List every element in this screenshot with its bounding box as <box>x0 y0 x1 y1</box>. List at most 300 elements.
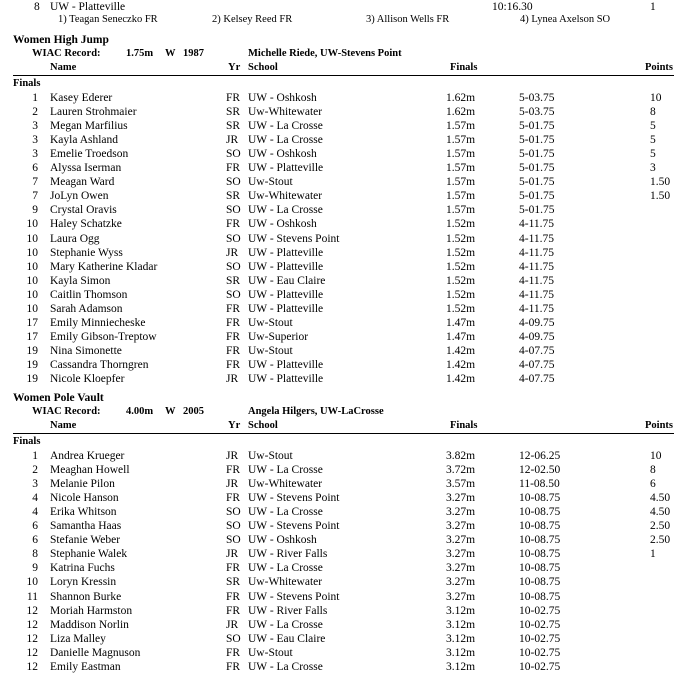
mark-metric: 3.12m <box>446 632 476 645</box>
record-year: 1987 <box>183 48 204 59</box>
mark-metric: 1.42m <box>446 373 476 385</box>
year: SO <box>226 288 241 301</box>
result-row <box>0 302 679 316</box>
points: 5 <box>650 134 656 147</box>
points: 10 <box>650 92 662 104</box>
mark-imperial: 4-07.75 <box>519 373 555 385</box>
athlete-name: Nina Simonette <box>50 344 122 357</box>
year: SR <box>226 274 241 287</box>
relay-member: 3) Allison Wells FR <box>366 14 450 25</box>
result-row <box>0 618 679 632</box>
points: 4.50 <box>650 492 671 505</box>
athlete-name: Samantha Haas <box>50 520 122 533</box>
mark-metric: 1.57m <box>446 176 476 189</box>
mark-imperial: 10-02.75 <box>519 618 561 631</box>
mark-metric: 3.27m <box>446 590 476 603</box>
points: 6 <box>650 478 656 491</box>
result-row <box>0 477 679 491</box>
year: JR <box>226 478 239 491</box>
school: UW - La Crosse <box>248 618 323 631</box>
points: 2.50 <box>650 534 671 547</box>
mark-imperial: 4-11.75 <box>519 288 555 301</box>
mark-imperial: 5-03.75 <box>519 92 555 104</box>
points: 5 <box>650 148 656 161</box>
athlete-name: Maddison Norlin <box>50 618 129 631</box>
col-points: Points <box>645 62 674 73</box>
athlete-name: Alyssa Iserman <box>50 162 122 175</box>
athlete-name: Nicole Kloepfer <box>50 373 125 385</box>
place: 7 <box>32 176 38 189</box>
result-row <box>0 217 679 231</box>
result-row <box>0 105 679 119</box>
athlete-name: Meagan Ward <box>50 176 115 189</box>
record-year: 2005 <box>183 406 204 417</box>
athlete-name: Caitlin Thomson <box>50 288 128 301</box>
year: JR <box>226 373 239 385</box>
place: 3 <box>32 478 38 491</box>
place: 10 <box>26 260 38 273</box>
school: Uw-Stout <box>248 316 293 329</box>
athlete-name: JoLyn Owen <box>50 190 109 203</box>
result-row <box>0 358 679 372</box>
mark-imperial: 10-08.75 <box>519 576 561 589</box>
result-row <box>0 119 679 133</box>
result-row <box>0 133 679 147</box>
mark-metric: 1.57m <box>446 134 476 147</box>
place: 19 <box>26 358 38 371</box>
athlete-name: Andrea Krueger <box>50 450 125 462</box>
mark-imperial: 10-08.75 <box>519 492 561 505</box>
result-row <box>0 288 679 302</box>
athlete-name: Erika Whitson <box>50 506 117 519</box>
col-finals: Finals <box>450 420 478 431</box>
mark-imperial: 5-03.75 <box>519 106 555 119</box>
mark-metric: 3.12m <box>446 604 476 617</box>
mark-imperial: 5-01.75 <box>519 134 555 147</box>
school: Uw-Stout <box>248 344 293 357</box>
school: UW - La Crosse <box>248 464 323 477</box>
relay-team: UW - Platteville <box>50 1 126 13</box>
year: SR <box>226 106 241 119</box>
col-yr: Yr <box>228 62 241 73</box>
record-label: WIAC Record: <box>32 406 101 417</box>
place: 12 <box>26 604 38 617</box>
mark-imperial: 10-08.75 <box>519 548 561 561</box>
mark-metric: 3.27m <box>446 576 476 589</box>
year: FR <box>226 590 241 603</box>
mark-metric: 3.27m <box>446 548 476 561</box>
school: Uw-Whitewater <box>248 576 323 589</box>
mark-imperial: 10-02.75 <box>519 632 561 645</box>
place: 10 <box>26 576 38 589</box>
mark-metric: 3.72m <box>446 464 476 477</box>
result-row <box>0 203 679 217</box>
record-holder: Michelle Riede, UW-Stevens Point <box>248 48 402 59</box>
place: 6 <box>32 534 38 547</box>
mark-imperial: 10-08.75 <box>519 562 561 575</box>
athlete-name: Katrina Fuchs <box>50 562 115 575</box>
place: 12 <box>26 618 38 631</box>
year: FR <box>226 162 241 175</box>
mark-metric: 3.27m <box>446 492 476 505</box>
athlete-name: Meaghan Howell <box>50 464 130 477</box>
year: JR <box>226 246 239 259</box>
points: 1.50 <box>650 190 671 203</box>
mark-imperial: 10-08.75 <box>519 534 561 547</box>
place: 12 <box>26 660 38 673</box>
school: UW - Platteville <box>248 162 324 175</box>
mark-imperial: 10-02.75 <box>519 660 561 673</box>
school: UW - Stevens Point <box>248 492 340 505</box>
place: 9 <box>32 562 38 575</box>
place: 7 <box>32 190 38 203</box>
athlete-name: Loryn Kressin <box>50 576 117 589</box>
event-title: Women High Jump <box>13 34 109 46</box>
mark-metric: 1.57m <box>446 162 476 175</box>
year: JR <box>226 450 239 462</box>
mark-metric: 1.52m <box>446 218 476 231</box>
result-row <box>0 519 679 533</box>
result-row <box>0 505 679 519</box>
athlete-name: Kayla Ashland <box>50 134 119 147</box>
school: UW - La Crosse <box>248 660 323 673</box>
record-mark: 4.00m <box>126 406 154 417</box>
year: SR <box>226 190 241 203</box>
col-name: Name <box>50 62 77 73</box>
place: 19 <box>26 373 38 385</box>
school: UW - La Crosse <box>248 562 323 575</box>
relay-member: 1) Teagan Seneczko FR <box>58 14 158 25</box>
mark-metric: 3.12m <box>446 646 476 659</box>
athlete-name: Stephanie Walek <box>50 548 128 561</box>
col-name: Name <box>50 420 77 431</box>
result-row <box>0 660 679 674</box>
school: UW - Platteville <box>248 246 324 259</box>
school: UW - Platteville <box>248 373 324 385</box>
mark-imperial: 4-11.75 <box>519 232 555 245</box>
mark-metric: 3.57m <box>446 478 476 491</box>
place: 8 <box>32 548 38 561</box>
school: UW - Stevens Point <box>248 520 340 533</box>
athlete-name: Emily Minniecheske <box>50 316 146 329</box>
place: 1 <box>32 450 38 462</box>
mark-metric: 1.47m <box>446 330 476 343</box>
school: UW - Stevens Point <box>248 232 340 245</box>
mark-metric: 1.52m <box>446 274 476 287</box>
athlete-name: Kasey Ederer <box>50 92 113 104</box>
year: FR <box>226 604 241 617</box>
athlete-name: Emily Gibson-Treptow <box>50 330 157 343</box>
mark-imperial: 5-01.75 <box>519 120 555 133</box>
athlete-name: Shannon Burke <box>50 590 122 603</box>
athlete-name: Laura Ogg <box>50 232 100 245</box>
points: 2.50 <box>650 520 671 533</box>
relay-time: 10:16.30 <box>492 1 533 13</box>
result-row <box>0 91 679 105</box>
athlete-name: Kayla Simon <box>50 274 111 287</box>
mark-imperial: 10-02.75 <box>519 604 561 617</box>
place: 11 <box>26 590 38 603</box>
points: 1.50 <box>650 176 671 189</box>
year: SR <box>226 576 241 589</box>
points: 8 <box>650 464 656 477</box>
relay-member: 4) Lynea Axelson SO <box>520 14 611 25</box>
place: 6 <box>32 520 38 533</box>
place: 3 <box>32 148 38 161</box>
place: 10 <box>26 232 38 245</box>
place: 4 <box>32 506 38 519</box>
mark-imperial: 11-08.50 <box>519 478 560 491</box>
mark-metric: 3.27m <box>446 562 476 575</box>
result-row <box>0 260 679 274</box>
result-row <box>0 533 679 547</box>
school: UW - Eau Claire <box>248 274 326 287</box>
record-code: W <box>165 48 176 59</box>
points: 10 <box>650 450 662 462</box>
mark-metric: 1.57m <box>446 204 476 217</box>
mark-imperial: 5-01.75 <box>519 204 555 217</box>
result-row <box>0 316 679 330</box>
mark-imperial: 10-08.75 <box>519 520 561 533</box>
year: FR <box>226 92 241 104</box>
athlete-name: Cassandra Thorngren <box>50 358 149 371</box>
year: JR <box>226 548 239 561</box>
record-mark: 1.75m <box>126 48 154 59</box>
section-label: Finals <box>13 436 41 447</box>
mark-imperial: 4-11.75 <box>519 274 555 287</box>
school: UW - La Crosse <box>248 204 323 217</box>
result-row <box>0 344 679 358</box>
mark-imperial: 4-11.75 <box>519 246 555 259</box>
place: 2 <box>32 106 38 119</box>
school: UW - La Crosse <box>248 134 323 147</box>
athlete-name: Danielle Magnuson <box>50 646 141 659</box>
result-row <box>0 646 679 660</box>
result-row <box>0 449 679 463</box>
school: UW - Platteville <box>248 302 324 315</box>
points: 3 <box>650 162 656 175</box>
mark-imperial: 4-11.75 <box>519 302 555 315</box>
relay-place: 8 <box>34 1 40 13</box>
school: Uw-Stout <box>248 646 293 659</box>
mark-metric: 1.52m <box>446 246 476 259</box>
school: UW - Oshkosh <box>248 148 317 161</box>
year: SR <box>226 120 241 133</box>
place: 2 <box>32 464 38 477</box>
place: 19 <box>26 344 38 357</box>
school: Uw-Stout <box>248 176 293 189</box>
school: UW - Oshkosh <box>248 92 317 104</box>
place: 3 <box>32 120 38 133</box>
place: 4 <box>32 492 38 505</box>
year: SO <box>226 232 241 245</box>
result-row <box>0 246 679 260</box>
year: SO <box>226 534 241 547</box>
mark-metric: 1.57m <box>446 148 476 161</box>
place: 10 <box>26 246 38 259</box>
mark-imperial: 4-09.75 <box>519 316 555 329</box>
mark-metric: 1.52m <box>446 232 476 245</box>
mark-metric: 1.52m <box>446 302 476 315</box>
school: Uw-Stout <box>248 450 293 462</box>
col-school: School <box>248 62 278 73</box>
mark-metric: 1.42m <box>446 344 476 357</box>
result-row <box>0 147 679 161</box>
school: UW - Stevens Point <box>248 590 340 603</box>
mark-imperial: 12-06.25 <box>519 450 561 462</box>
result-row <box>0 189 679 203</box>
athlete-name: Emily Eastman <box>50 660 121 673</box>
year: SO <box>226 632 241 645</box>
place: 12 <box>26 646 38 659</box>
mark-imperial: 4-07.75 <box>519 344 555 357</box>
col-finals: Finals <box>450 62 478 73</box>
year: JR <box>226 618 239 631</box>
year: FR <box>226 330 241 343</box>
place: 17 <box>26 316 38 329</box>
mark-metric: 1.47m <box>446 316 476 329</box>
mark-imperial: 4-09.75 <box>519 330 555 343</box>
year: FR <box>226 344 241 357</box>
year: FR <box>226 562 241 575</box>
mark-metric: 1.62m <box>446 92 476 104</box>
place: 6 <box>32 162 38 175</box>
year: SO <box>226 520 241 533</box>
school: UW - Platteville <box>248 288 324 301</box>
place: 10 <box>26 302 38 315</box>
mark-metric: 3.12m <box>446 618 476 631</box>
athlete-name: Lauren Strohmaier <box>50 106 137 119</box>
school: UW - La Crosse <box>248 120 323 133</box>
result-row <box>0 575 679 589</box>
year: JR <box>226 134 239 147</box>
result-row <box>0 463 679 477</box>
athlete-name: Nicole Hanson <box>50 492 119 505</box>
year: SO <box>226 506 241 519</box>
mark-imperial: 10-02.75 <box>519 646 561 659</box>
athlete-name: Haley Schatzke <box>50 218 122 231</box>
col-yr: Yr <box>228 420 241 431</box>
place: 12 <box>26 632 38 645</box>
place: 10 <box>26 288 38 301</box>
col-points: Points <box>645 420 674 431</box>
mark-imperial: 4-07.75 <box>519 358 555 371</box>
result-row <box>0 372 679 386</box>
place: 1 <box>32 92 38 104</box>
relay-points: 1 <box>650 1 656 13</box>
athlete-name: Sarah Adamson <box>50 302 123 315</box>
mark-metric: 1.52m <box>446 288 476 301</box>
points: 8 <box>650 106 656 119</box>
year: SO <box>226 176 241 189</box>
year: FR <box>226 464 241 477</box>
athlete-name: Crystal Oravis <box>50 204 117 217</box>
points: 5 <box>650 120 656 133</box>
result-row <box>0 161 679 175</box>
result-row <box>0 491 679 505</box>
school: UW - Platteville <box>248 358 324 371</box>
athlete-name: Moriah Harmston <box>50 604 133 617</box>
year: FR <box>226 316 241 329</box>
result-row <box>0 232 679 246</box>
mark-metric: 3.27m <box>446 520 476 533</box>
points: 4.50 <box>650 506 671 519</box>
record-label: WIAC Record: <box>32 48 101 59</box>
place: 3 <box>32 134 38 147</box>
year: SO <box>226 148 241 161</box>
section-label: Finals <box>13 78 41 89</box>
mark-metric: 1.42m <box>446 358 476 371</box>
school: UW - Eau Claire <box>248 632 326 645</box>
mark-imperial: 10-08.75 <box>519 506 561 519</box>
mark-metric: 3.27m <box>446 506 476 519</box>
col-school: School <box>248 420 278 431</box>
mark-metric: 1.57m <box>446 120 476 133</box>
school: UW - Oshkosh <box>248 534 317 547</box>
place: 9 <box>32 204 38 217</box>
mark-imperial: 4-11.75 <box>519 218 555 231</box>
mark-imperial: 5-01.75 <box>519 148 555 161</box>
school: Uw-Whitewater <box>248 106 323 119</box>
year: SO <box>226 260 241 273</box>
year: FR <box>226 218 241 231</box>
school: UW - La Crosse <box>248 506 323 519</box>
school: UW - Platteville <box>248 260 324 273</box>
mark-metric: 3.27m <box>446 534 476 547</box>
mark-metric: 3.82m <box>446 450 476 462</box>
year: FR <box>226 302 241 315</box>
athlete-name: Megan Marfilius <box>50 120 128 133</box>
school: Uw-Whitewater <box>248 190 323 203</box>
result-row <box>0 590 679 604</box>
athlete-name: Melanie Pilon <box>50 478 115 491</box>
athlete-name: Stephanie Wyss <box>50 246 123 259</box>
school: UW - River Falls <box>248 548 328 561</box>
result-row <box>0 604 679 618</box>
year: SO <box>226 204 241 217</box>
mark-imperial: 5-01.75 <box>519 162 555 175</box>
school: UW - River Falls <box>248 604 328 617</box>
athlete-name: Liza Malley <box>50 632 106 645</box>
header-rule <box>13 75 674 76</box>
relay-member: 2) Kelsey Reed FR <box>212 14 293 25</box>
year: FR <box>226 492 241 505</box>
mark-imperial: 5-01.75 <box>519 176 555 189</box>
athlete-name: Mary Katherine Kladar <box>50 260 158 273</box>
result-row <box>0 274 679 288</box>
athlete-name: Stefanie Weber <box>50 534 121 547</box>
year: FR <box>226 660 241 673</box>
record-holder: Angela Hilgers, UW-LaCrosse <box>248 406 384 417</box>
result-row <box>0 175 679 189</box>
mark-imperial: 4-11.75 <box>519 260 555 273</box>
year: FR <box>226 646 241 659</box>
result-row <box>0 330 679 344</box>
result-row <box>0 561 679 575</box>
header-rule <box>13 433 674 434</box>
place: 17 <box>26 330 38 343</box>
points: 1 <box>650 548 656 561</box>
result-row <box>0 547 679 561</box>
mark-metric: 3.12m <box>446 660 476 673</box>
school: Uw-Superior <box>248 330 309 343</box>
record-code: W <box>165 406 176 417</box>
mark-metric: 1.57m <box>446 190 476 203</box>
year: FR <box>226 358 241 371</box>
mark-metric: 1.62m <box>446 106 476 119</box>
mark-imperial: 5-01.75 <box>519 190 555 203</box>
result-row <box>0 632 679 646</box>
